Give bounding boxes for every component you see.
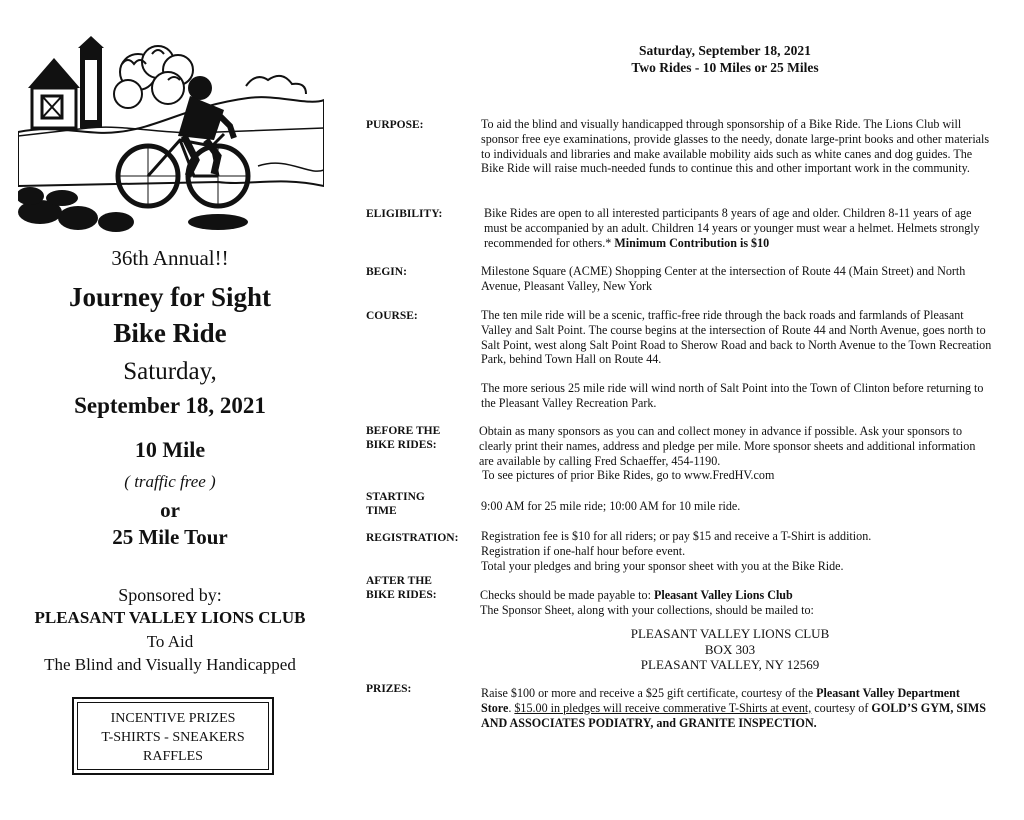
event-title-line2: Bike Ride (113, 318, 227, 348)
starting-time-label (366, 490, 474, 518)
eligibility-body: Bike Rides are open to all interested participants 8 years of age and older. Children 8-11 years of age must be accompanied by an adult. Children 14 years or younger must wear a helmet. Helmets strongly recommended for others.* (484, 206, 980, 250)
or-label: or (160, 498, 180, 522)
incentive-box-inner (77, 702, 269, 770)
after-rides-text (480, 588, 992, 618)
event-day: Saturday, (123, 358, 217, 385)
after-label-line2: BIKE RIDES: (366, 589, 437, 601)
checks-payable-name: Pleasant Valley Lions Club (653, 588, 793, 602)
incentive-line-raffles: RAFFLES (143, 749, 203, 764)
course-label: COURSE: (366, 310, 418, 322)
header-rides: Two Rides - 10 Miles or 25 Miles (631, 60, 819, 75)
prizes-tshirt-offer: $15.00 in pledges will receive commerative T-Shirts at event, (514, 700, 812, 715)
incentive-box (72, 697, 274, 775)
sponsored-by-label: Sponsored by: (118, 585, 222, 605)
ten-mile-label: 10 Mile (134, 437, 206, 462)
prizes-label: PRIZES: (366, 683, 412, 695)
event-title-line1: Journey for Sight (68, 282, 271, 312)
starting-label-line2: TIME (366, 505, 397, 517)
incentive-line-prizes: INCENTIVE PRIZES (110, 711, 236, 726)
begin-label: BEGIN: (366, 266, 407, 278)
purpose-text: To aid the blind and visually handicapped through sponsorship of a Bike Ride. The Lions Club will sponsor free eye examinations, provide glasses to the needy, donate large-print books and other materials to individuals and libraries and make available mobility aids such as white canes and dog guides. The Bike Ride will raise much-needed funds to continue this and other important work in the community. (481, 117, 990, 176)
after-rides-label (366, 574, 474, 602)
sponsor-club-name: PLEASANT VALLEY LIONS CLUB (34, 608, 306, 627)
prizes-sponsors: GOLD’S GYM, SIMS AND ASSOCIATES PODIATRY, and GRANITE INSPECTION. (481, 700, 986, 730)
incentive-line-shirts: T-SHIRTS - SNEAKERS (101, 730, 245, 745)
barn-icon (28, 36, 104, 128)
checks-payable-prefix: Checks should be made payable to: (480, 588, 654, 602)
event-date: September 18, 2021 (74, 393, 266, 418)
prizes-courtesy: courtesy of (811, 700, 872, 715)
mail-instructions: The Sponsor Sheet, along with your collections, should be mailed to: (480, 602, 814, 617)
before-label-line1: BEFORE THE (366, 425, 441, 437)
registration-label: REGISTRATION: (366, 532, 459, 544)
purpose-label: PURPOSE: (366, 119, 424, 131)
starting-time-text: 9:00 AM for 25 mile ride; 10:00 AM for 10 mile ride. (481, 499, 741, 513)
before-rides-text (479, 424, 991, 483)
registration-fee: Registration fee is $10 for all riders; or pay $15 and receive a T-Shirt is addition. (481, 529, 872, 543)
after-label-line1: AFTER THE (366, 575, 432, 587)
registration-text (481, 529, 993, 573)
header-date: Saturday, September 18, 2021 (639, 43, 811, 58)
to-aid-label: To Aid (146, 632, 194, 651)
before-rides-body: Obtain as many sponsors as you can and collect money in advance if possible. Ask your sponsors to clearly print their names, address and pledge per mile. More sponsor sheets and additional information are available by calling Fred Schaeffer, 454-1190. (479, 424, 976, 468)
eligibility-text (484, 206, 984, 250)
before-rides-website: To see pictures of prior Bike Rides, go to www.FredHV.com (482, 468, 775, 483)
begin-text: Milestone Square (ACME) Shopping Center at the intersection of Route 44 (Main Street) and North Avenue, Pleasant Valley, New York (481, 264, 966, 293)
rocks-icon (18, 187, 248, 232)
address-line2: BOX 303 (704, 641, 756, 657)
cyclist-illustration (18, 36, 324, 232)
flyer-header (560, 42, 890, 76)
course-text-ten-mile: The ten mile ride will be a scenic, traffic-free ride through the back roads and farmlands of Pleasant Valley and Salt Point. The course begins at the intersection of Route 44 and North Avenue, goes north to Salt Point, west along Salt Point Road to Sherow Road and back to North Avenue to the Town Recreation Park, behind Town Hall on Route 44. (481, 308, 992, 367)
tour-label: 25 Mile Tour (112, 525, 228, 549)
beneficiary-label: The Blind and Visually Handicapped (44, 655, 296, 674)
prizes-text (481, 686, 991, 730)
before-rides-label (366, 424, 474, 452)
traffic-free-label: ( traffic free ) (124, 472, 216, 491)
before-label-line2: BIKE RIDES: (366, 439, 437, 451)
course-text-25-mile: The more serious 25 mile ride will wind north of Salt Point into the Town of Clinton before returning to the Pleasant Valley Recreation Park. (481, 381, 984, 410)
annual-label: 36th Annual!! (111, 246, 229, 270)
registration-pledges: Total your pledges and bring your sponsor sheet with you at the Bike Ride. (481, 558, 844, 573)
registration-time: Registration if one-half hour before event. (481, 543, 686, 558)
minimum-contribution: Minimum Contribution is $10 (614, 235, 770, 250)
checks-payable (480, 588, 992, 603)
eligibility-label: ELIGIBILITY: (366, 208, 443, 220)
address-line1: PLEASANT VALLEY LIONS CLUB (630, 626, 830, 641)
prizes-store: Pleasant Valley Department Store (481, 686, 960, 715)
prizes-separator: . (508, 700, 515, 715)
flyer-left-column (0, 0, 340, 820)
address-line3: PLEASANT VALLEY, NY 12569 (640, 657, 820, 672)
starting-label-line1: STARTING (366, 491, 425, 503)
prizes-intro: Raise $100 or more and receive a $25 gift certificate, courtesy of the (481, 686, 817, 700)
mailing-address (560, 626, 900, 673)
